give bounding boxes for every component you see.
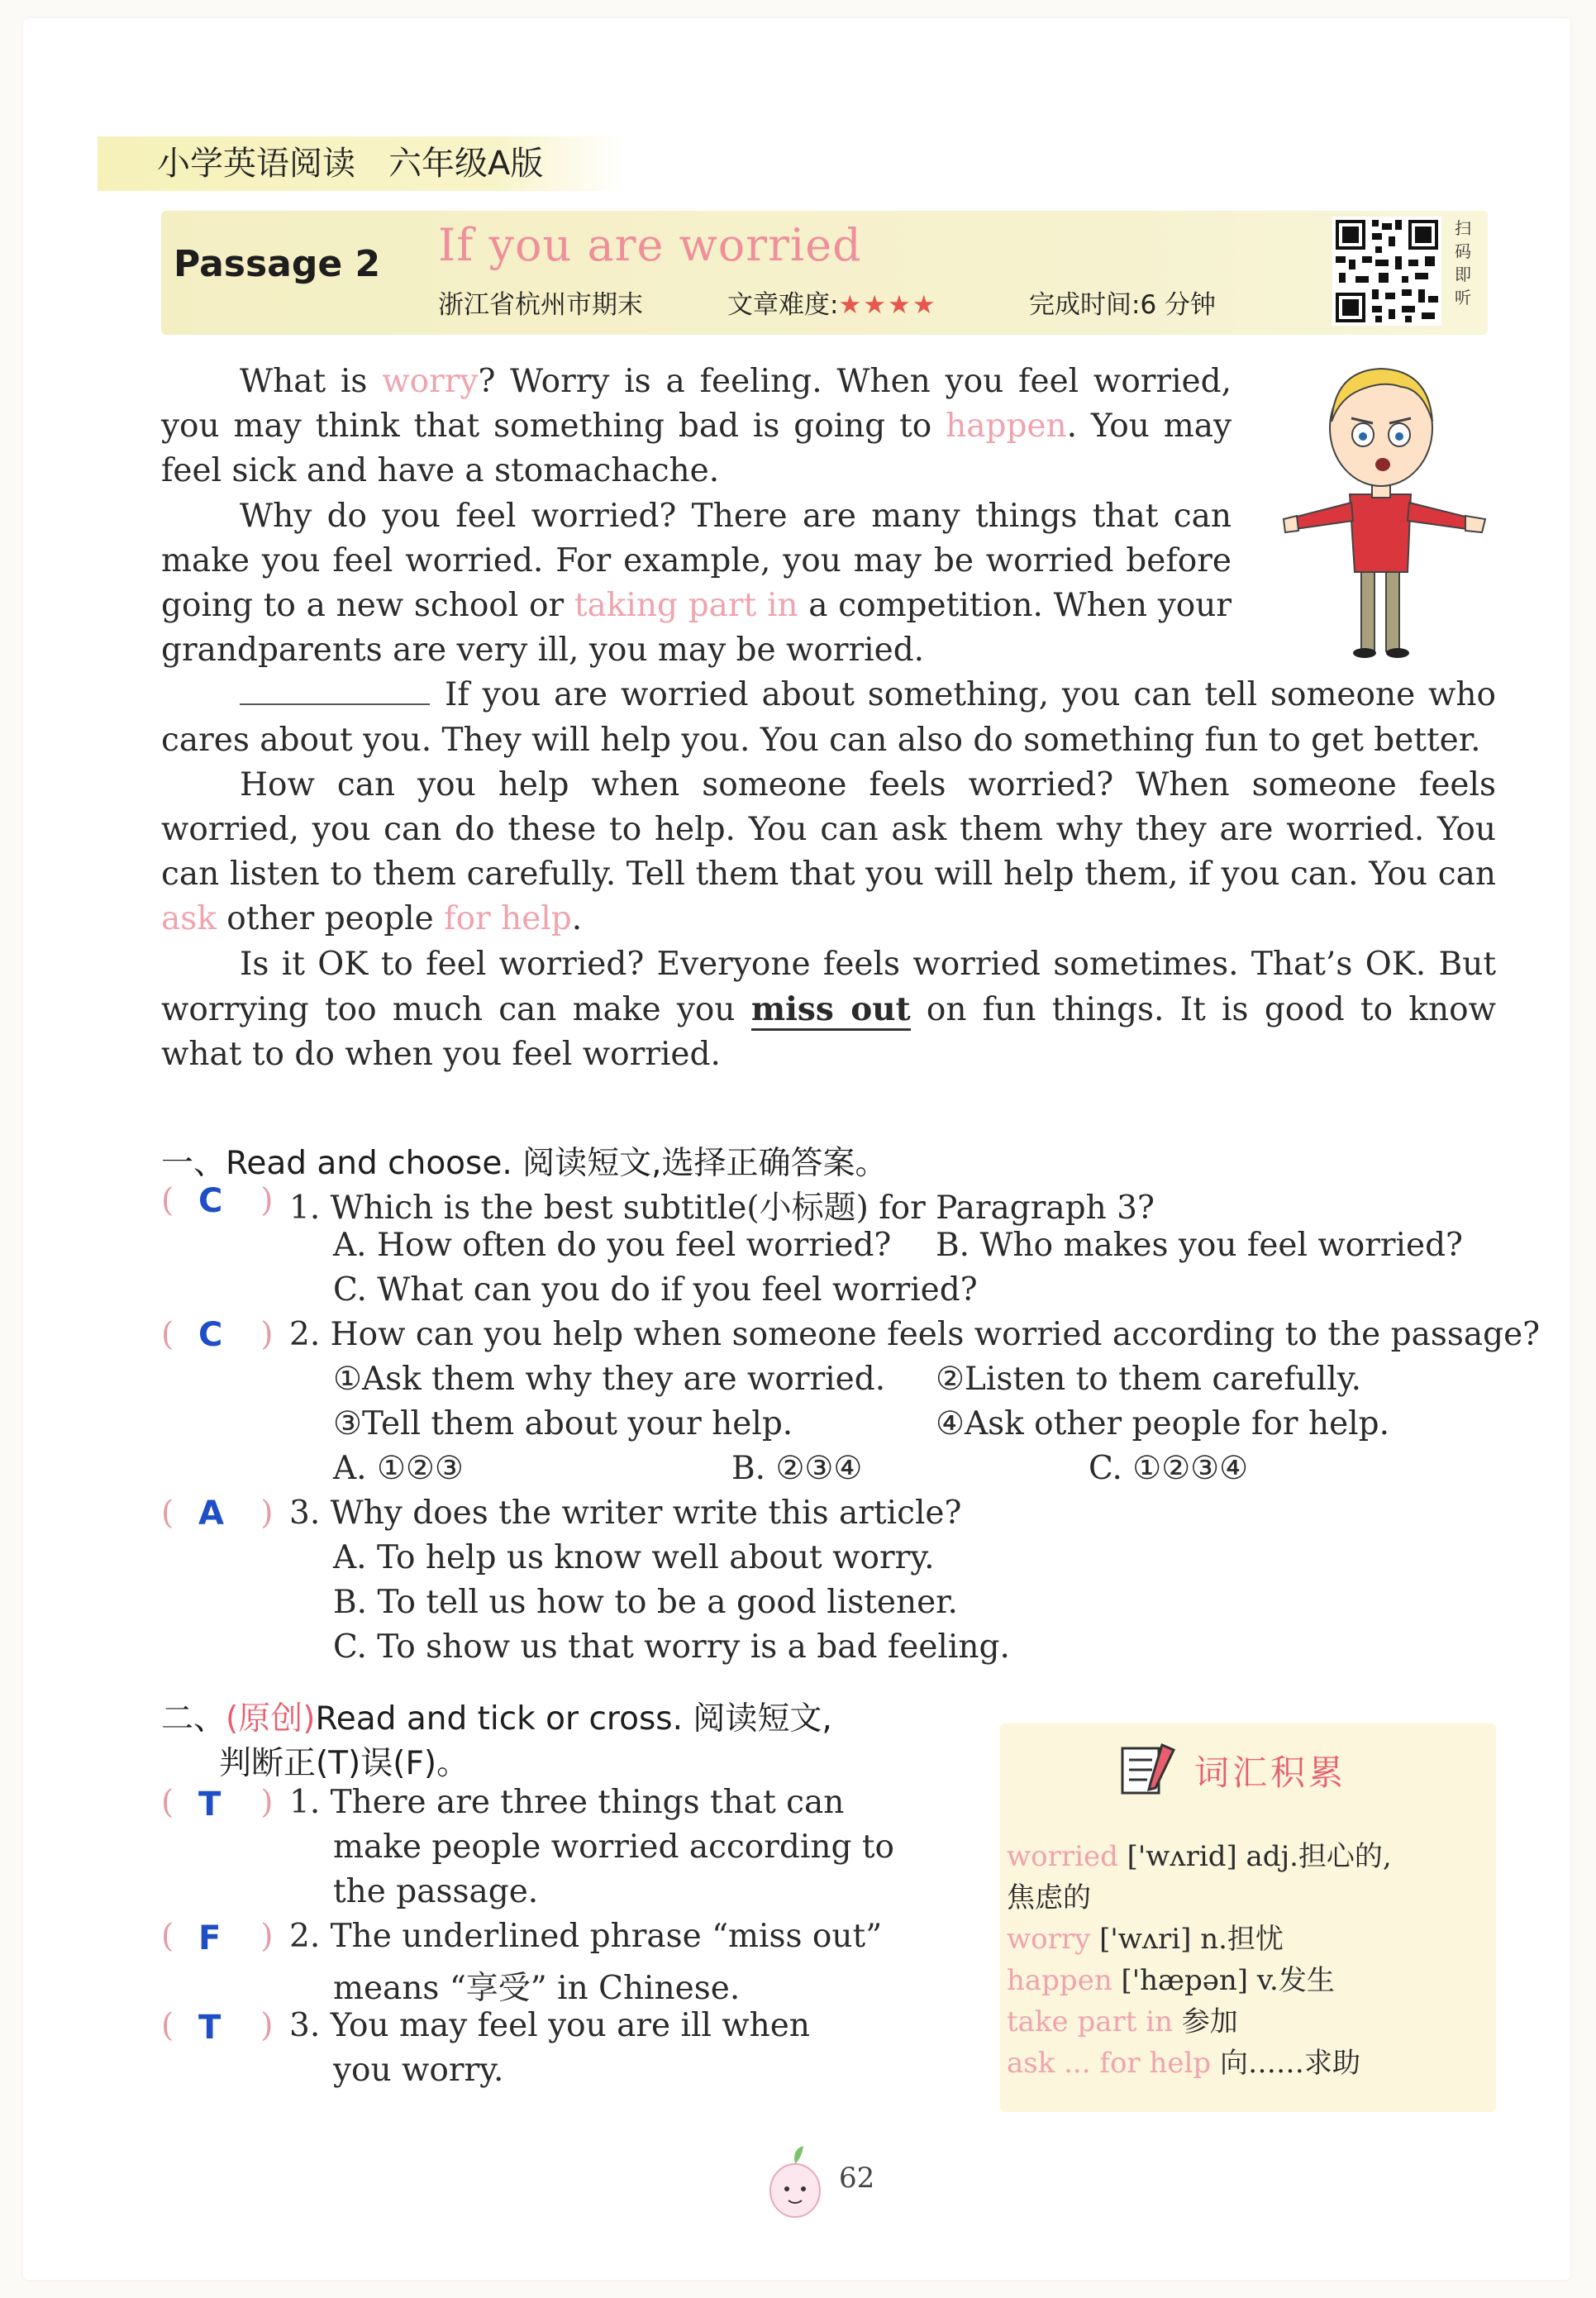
difficulty-label: 文章难度: — [727, 290, 839, 320]
q2-item-2: ②Listen to them carefully. — [936, 1361, 1361, 1398]
q2-item-3: ③Tell them about your help. — [333, 1405, 793, 1442]
article-paragraph-1 — [161, 360, 1232, 494]
p4-vocab-ask: ask — [161, 900, 217, 938]
tf1-line-1: 1. There are three things that can — [289, 1784, 845, 1821]
q2-answer[interactable]: C — [198, 1316, 223, 1354]
q2-item-1: ①Ask them why they are worried. — [333, 1361, 886, 1398]
p4-text-b: other people — [216, 900, 445, 938]
vocab-word: worry — [1007, 1923, 1091, 1956]
q1-stem: 1. Which is the best subtitle(小标题) for Paragraph 3? — [289, 1190, 1155, 1227]
vocab-word: take part in — [1007, 2005, 1173, 2038]
vocab-item — [1007, 2040, 1360, 2081]
article-body — [161, 360, 1496, 1077]
tf2-paren: ( ) — [161, 1918, 274, 1955]
q3-answer[interactable]: A — [198, 1495, 224, 1533]
passage-source: 浙江省杭州市期末 — [438, 290, 643, 320]
vocab-item — [1007, 1833, 1392, 1874]
p5-text-b: on fun things. It is good to know what to do when you feel worried. — [161, 990, 1496, 1074]
tf3-answer[interactable]: T — [198, 2009, 222, 2047]
article-paragraph-3 — [161, 673, 1496, 762]
section2-tag: (原创) — [226, 1700, 316, 1738]
vocab-def: ['wʌrid] adj.担心的, — [1117, 1840, 1392, 1873]
article-paragraph-4 — [161, 763, 1496, 942]
passage-label: Passage 2 — [174, 243, 381, 285]
vocab-item — [1007, 1957, 1335, 1998]
q1-option-a: A. How often do you feel worried? — [333, 1227, 892, 1264]
vocab-def: ['wʌri] n.担忧 — [1090, 1923, 1284, 1956]
tf1-answer[interactable]: T — [198, 1785, 222, 1824]
q1-option-b: B. Who makes you feel worried? — [936, 1227, 1463, 1264]
q2-stem: 2. How can you help when someone feels worried according to the passage? — [289, 1316, 1541, 1353]
p2-text-a: Why do you feel worried? There are many things that can make you feel worried. For example, you may be worried before going to a new school or — [161, 497, 1232, 625]
p4-vocab-for-help: for help — [444, 900, 572, 938]
p1-text-c: . You may feel sick and have a stomachache. — [161, 408, 1232, 490]
mascot-icon — [762, 2141, 828, 2224]
notebook-pencil-icon — [1116, 1738, 1182, 1798]
tf1-line-2: make people worried according to — [333, 1828, 894, 1866]
vocab-def: 参加 — [1173, 2005, 1238, 2038]
q1-option-c: C. What can you do if you feel worried? — [333, 1271, 978, 1309]
p5-underlined-phrase: miss out — [751, 990, 911, 1031]
article-paragraph-2 — [161, 494, 1232, 674]
q2-item-4: ④Ask other people for help. — [936, 1405, 1389, 1442]
vocab-def: 焦虑的 — [1007, 1881, 1091, 1914]
vocab-title: 词汇积累 — [1194, 1752, 1347, 1793]
section2-heading — [161, 1693, 832, 1739]
difficulty-stars: ★★★★ — [838, 290, 937, 320]
tf1-line-3: the passage. — [333, 1873, 539, 1910]
q1-paren: ( ) — [161, 1182, 274, 1219]
q3-option-c: C. To show us that worry is a bad feeling. — [333, 1628, 1010, 1666]
q3-option-a: A. To help us know well about worry. — [333, 1539, 935, 1576]
q3-paren: ( ) — [161, 1495, 274, 1532]
p1-text-a: What is — [240, 363, 383, 400]
q1-answer[interactable]: C — [198, 1182, 223, 1220]
passage-title: If you are worried — [438, 219, 862, 271]
p1-vocab-worry: worry — [382, 363, 479, 400]
tf2-line-1: 2. The underlined phrase “miss out” — [289, 1918, 883, 1955]
p1-vocab-happen: happen — [946, 408, 1067, 446]
section2-heading-text: Read and tick or cross. 阅读短文, — [315, 1700, 832, 1738]
q2-option-a: A. ①②③ — [333, 1450, 464, 1487]
vocab-def: 向……求助 — [1211, 2047, 1360, 2080]
q3-option-b: B. To tell us how to be a good listener. — [333, 1584, 958, 1621]
q2-option-b: B. ②③④ — [731, 1450, 863, 1487]
p5-text-a: Is it OK to feel worried? Everyone feels worried sometimes. That’s OK. But worrying too much can make you — [161, 945, 1496, 1028]
vocab-word: worried — [1007, 1840, 1118, 1873]
vocab-item — [1007, 1875, 1091, 1915]
p2-text-b: a competition. When your grandparents are very ill, you may be worried. — [161, 587, 1232, 670]
p2-vocab-take-part: taking part in — [574, 587, 798, 625]
tf3-paren: ( ) — [161, 2007, 274, 2044]
page-number: 62 — [839, 2162, 875, 2195]
vocab-word: happen — [1007, 1964, 1112, 1997]
section2-heading-line2: 判断正(T)误(F)。 — [219, 1745, 469, 1782]
p3-text: If you are worried about something, you can tell someone who cares about you. They will help you. You can also do something fun to get better. — [161, 676, 1496, 759]
section2-number: 二、 — [161, 1700, 226, 1738]
tf1-paren: ( ) — [161, 1784, 274, 1821]
tf3-line-2: you worry. — [333, 2052, 504, 2089]
tf2-line-2: means “享受” in Chinese. — [333, 1970, 741, 2007]
qr-code-icon[interactable] — [1332, 217, 1441, 326]
tf3-line-1: 3. You may feel you are ill when — [289, 2007, 810, 2044]
q3-stem: 3. Why does the writer write this article? — [289, 1495, 962, 1532]
p4-text-c: . — [571, 900, 583, 938]
qr-label: 扫码即听 — [1455, 218, 1471, 308]
q2-option-c: C. ①②③④ — [1089, 1450, 1249, 1487]
vocab-item — [1007, 1999, 1238, 2039]
passage-time: 完成时间:6 分钟 — [1029, 290, 1217, 320]
vocab-def: ['hæpən] v.发生 — [1112, 1964, 1335, 1997]
article-paragraph-5 — [161, 942, 1496, 1078]
tf2-answer[interactable]: F — [198, 1919, 222, 1957]
passage-meta — [438, 284, 1216, 321]
passage-difficulty — [727, 284, 1029, 321]
q2-paren: ( ) — [161, 1316, 274, 1353]
subtitle-blank[interactable] — [240, 675, 430, 705]
vocab-word: ask ... for help — [1007, 2047, 1212, 2080]
vocab-item — [1007, 1916, 1284, 1957]
p1-text-b: ? Worry is a feeling. When you feel worried, you may think that something bad is going to — [161, 363, 1232, 446]
p4-text-a: How can you help when someone feels worried? When someone feels worried, you can do these to help. You can ask them why they are worried. You can listen to them carefully. Tell them that you will help them, if you can. You can — [161, 765, 1496, 894]
book-title: 小学英语阅读 六年级A版 — [98, 136, 626, 191]
section1-heading: 一、Read and choose. 阅读短文,选择正确答案。 — [161, 1145, 888, 1182]
